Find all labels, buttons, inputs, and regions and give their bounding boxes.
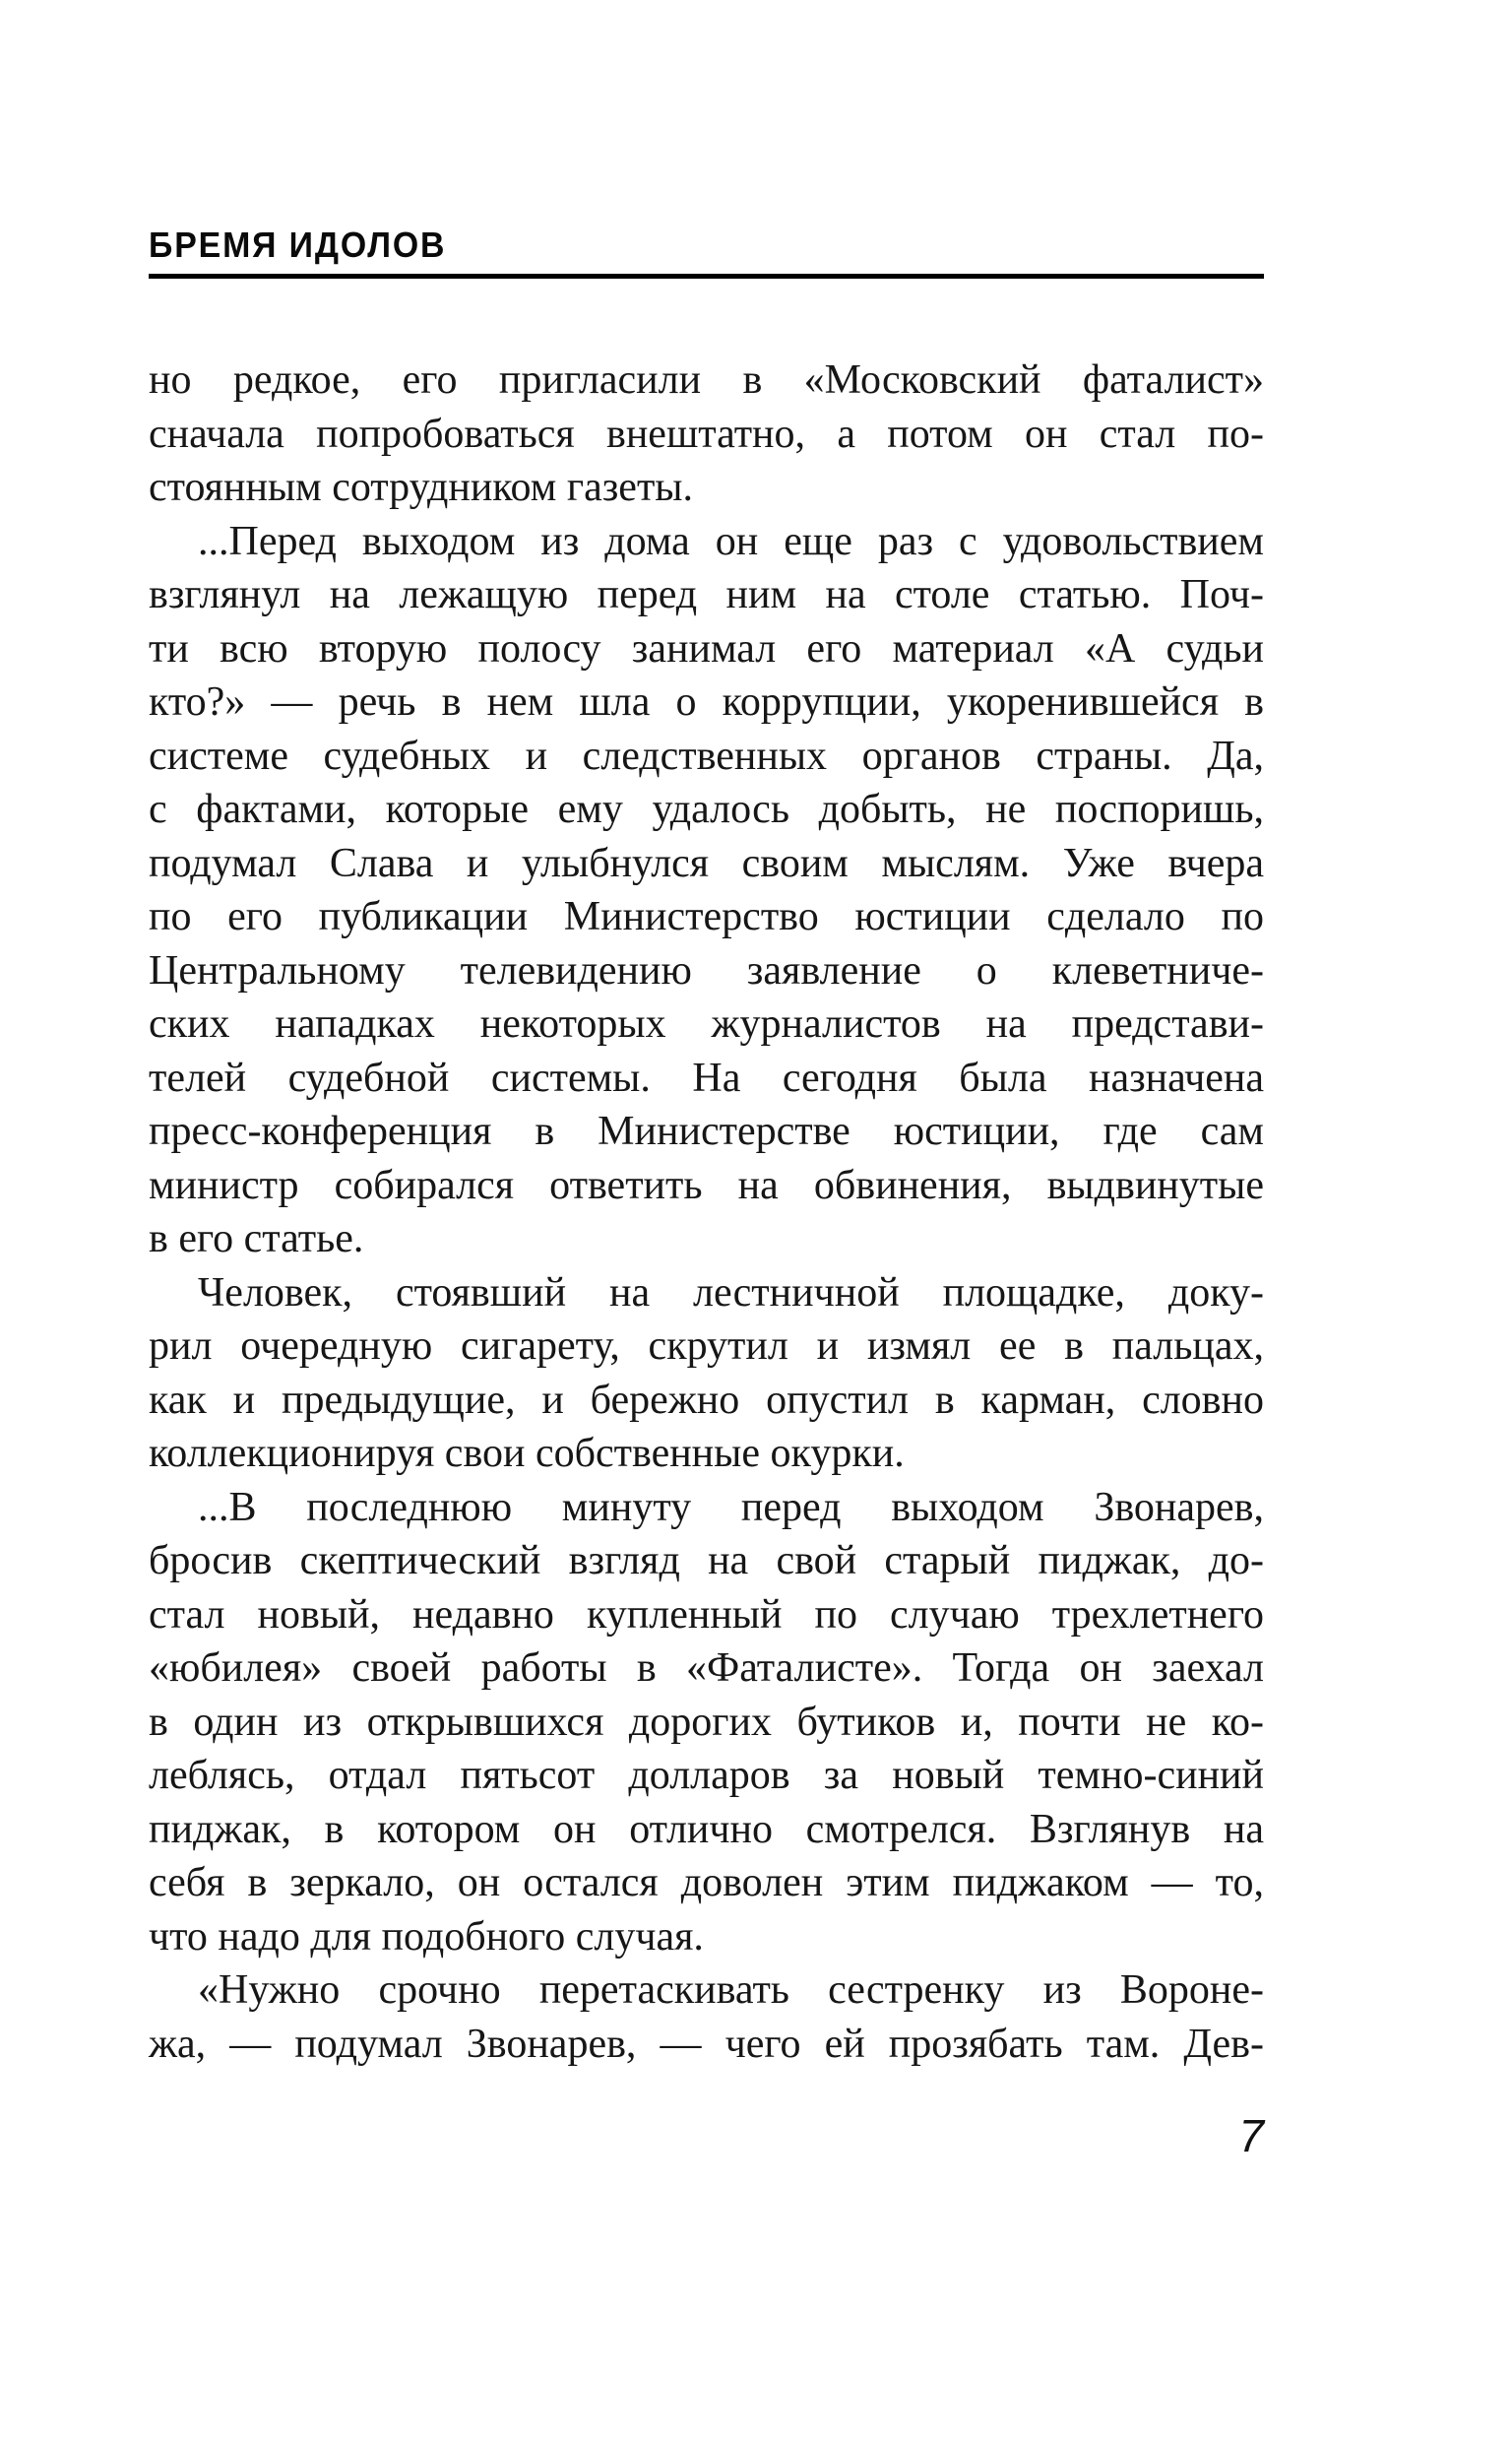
- text-line: подумал Слава и улыбнулся своим мыслям. Уже вчера: [149, 840, 1264, 886]
- text-line: стал новый, недавно купленный по случаю трехлетнего: [149, 1591, 1264, 1638]
- text-line: пиджак, в котором он отлично смотрелся. Взглянув на: [149, 1806, 1264, 1852]
- text-line: сначала попробоваться внештатно, а потом он стал по-: [149, 411, 1264, 457]
- text-line: стоянным сотрудником газеты.: [149, 465, 694, 510]
- text-line: системе судебных и следственных органов страны. Да,: [149, 733, 1264, 779]
- text-line: жа, — подумал Звонарев, — чего ей прозябать там. Дев-: [149, 2021, 1264, 2067]
- text-line: леблясь, отдал пятьсот долларов за новый темно-синий: [149, 1753, 1264, 1798]
- text-line: министр собирался ответить на обвинения, выдвинутые: [149, 1162, 1264, 1208]
- text-line: кто?» — речь в нем шла о коррупции, укоренившейся в: [149, 679, 1264, 725]
- text-line: себя в зеркало, он остался доволен этим пиджаком — то,: [149, 1860, 1264, 1905]
- text-line: рил очередную сигарету, скрутил и измял ее в пальцах,: [149, 1323, 1264, 1369]
- text-line: как и предыдущие, и бережно опустил в карман, словно: [149, 1377, 1264, 1423]
- body-text: [149, 354, 1264, 2071]
- text-line: что надо для подобного случая.: [149, 1913, 704, 1960]
- text-line: по его публикации Министерство юстиции сделало по: [149, 894, 1264, 939]
- text-line: взглянул на лежащую перед ним на столе статью. Поч-: [149, 572, 1264, 617]
- text-line: коллекционируя свои собственные окурки.: [149, 1431, 905, 1476]
- text-line: ...Перед выходом из дома он еще раз с удовольствием: [198, 518, 1264, 564]
- text-line: в его статье.: [149, 1216, 364, 1261]
- text-line: бросив скептический взгляд на свой старый пиджак, до-: [149, 1538, 1264, 1583]
- text-line: в один из открывшихся дорогих бутиков и, почти не ко-: [149, 1699, 1264, 1745]
- text-line: но редкое, его пригласили в «Московский фаталист»: [149, 357, 1264, 403]
- text-line: ...В последнюю минуту перед выходом Звонарев,: [198, 1484, 1264, 1530]
- running-head-title: БРЕМЯ ИДОЛОВ: [149, 225, 447, 265]
- page-number: 7: [1238, 2110, 1264, 2161]
- text-line: Центральному телевидению заявление о клеветниче-: [149, 947, 1264, 994]
- text-line: «юбилея» своей работы в «Фаталисте». Тогда он заехал: [149, 1645, 1264, 1691]
- text-line: с фактами, которые ему удалось добыть, не поспоришь,: [149, 787, 1264, 832]
- text-line: телей судебной системы. На сегодня была назначена: [149, 1055, 1264, 1101]
- text-line: ских нападках некоторых журналистов на представи-: [149, 1001, 1264, 1047]
- text-line: пресс-конференция в Министерстве юстиции, где сам: [149, 1109, 1264, 1154]
- header-rule-divider: [149, 274, 1264, 279]
- text-line: «Нужно срочно перетаскивать сестренку из Вороне-: [198, 1967, 1264, 2013]
- text-line: ти всю вторую полосу занимал его материал «А судьи: [149, 625, 1264, 672]
- text-line: Человек, стоявший на лестничной площадке, доку-: [198, 1269, 1264, 1316]
